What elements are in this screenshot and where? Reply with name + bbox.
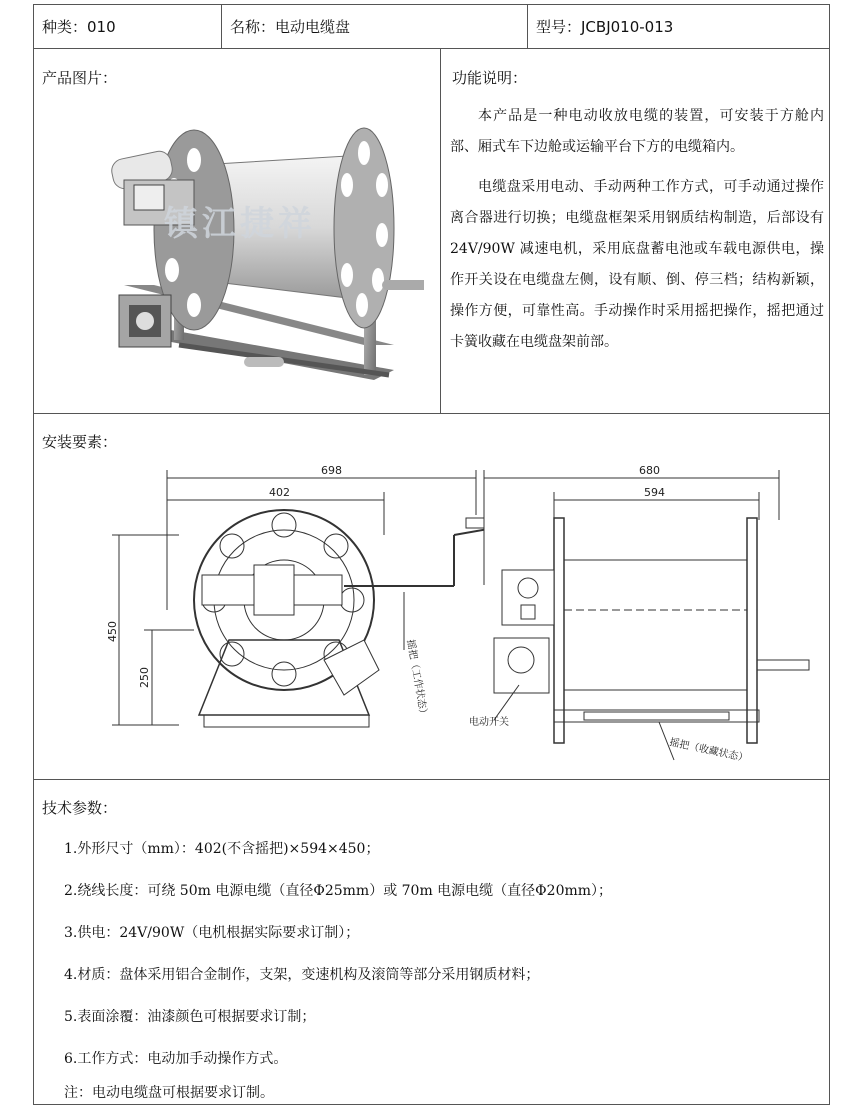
spec-item: 2.绕线长度：可绕 50m 电源电缆（直径Φ25mm）或 70m 电源电缆（直径Φ20mm）； — [64, 883, 613, 899]
function-title: 功能说明： — [452, 69, 528, 87]
tech-title: 技术参数： — [42, 799, 118, 817]
name-label: 名称：电动电缆盘 — [230, 18, 351, 36]
product-image-title: 产品图片： — [42, 69, 118, 87]
header-row — [34, 5, 829, 49]
spec-sheet — [33, 4, 830, 1105]
spec-item: 1.外形尺寸（mm）：402(不含摇把)×594×450； — [64, 841, 380, 857]
model-label: 型号：JCBJ010-013 — [536, 18, 674, 36]
function-paragraph: 本产品是一种电动收放电缆的装置，可安装于方舱内部、厢式车下边舱或运输平台下方的电缆箱内。 — [450, 108, 824, 155]
side-dim-inner: 594 — [644, 486, 665, 499]
front-callout-handle-working: 摇把（工作状态） — [404, 638, 430, 720]
type-label: 种类：010 — [42, 18, 116, 36]
function-paragraph: 电缆盘采用电动、手动两种工作方式，可手动通过操作离合器进行切换；电缆盘框架采用钢质结构制造，后部设有 24V/90W 减速电机，采用底盘蓄电池或车载电源供电，操作开关设在电缆盘左侧，设有顺、倒、停三档；结构新颖，操作方便，可靠性高。手动操作时采用摇把操作，摇把通过卡簧收藏在电缆盘架前部。 — [450, 179, 824, 350]
header-divider-1 — [221, 5, 222, 49]
side-callout-switch: 电动开关 — [469, 717, 509, 728]
front-dim-center: 250 — [138, 667, 151, 688]
product-photo — [64, 95, 424, 405]
front-dim-height: 450 — [106, 621, 119, 642]
front-dim-width: 698 — [321, 464, 342, 477]
side-dim-width: 680 — [639, 464, 660, 477]
spec-item: 5.表面涂覆：油漆颜色可根据要求订制； — [64, 1009, 316, 1025]
spec-item: 4.材质：盘体采用铝合金制作，支架，变速机构及滚筒等部分采用钢质材料； — [64, 967, 540, 983]
side-callout-handle-stored: 摇把（收藏状态） — [668, 737, 749, 765]
front-view-drawing — [104, 460, 484, 780]
front-dim-inner: 402 — [269, 486, 290, 499]
section-divider — [440, 49, 441, 413]
installation-title: 安装要素： — [42, 433, 118, 451]
spec-note: 注：电动电缆盘可根据要求订制。 — [64, 1085, 274, 1101]
header-divider-2 — [527, 5, 528, 49]
watermark-text: 镇江捷祥 — [164, 204, 316, 244]
function-description — [450, 101, 824, 358]
spec-item: 6.工作方式：电动加手动操作方式。 — [64, 1051, 288, 1067]
section-line — [34, 779, 829, 780]
side-view-drawing — [429, 460, 829, 780]
spec-item: 3.供电：24V/90W（电机根据实际要求订制）； — [64, 925, 360, 941]
section-line — [34, 413, 829, 414]
